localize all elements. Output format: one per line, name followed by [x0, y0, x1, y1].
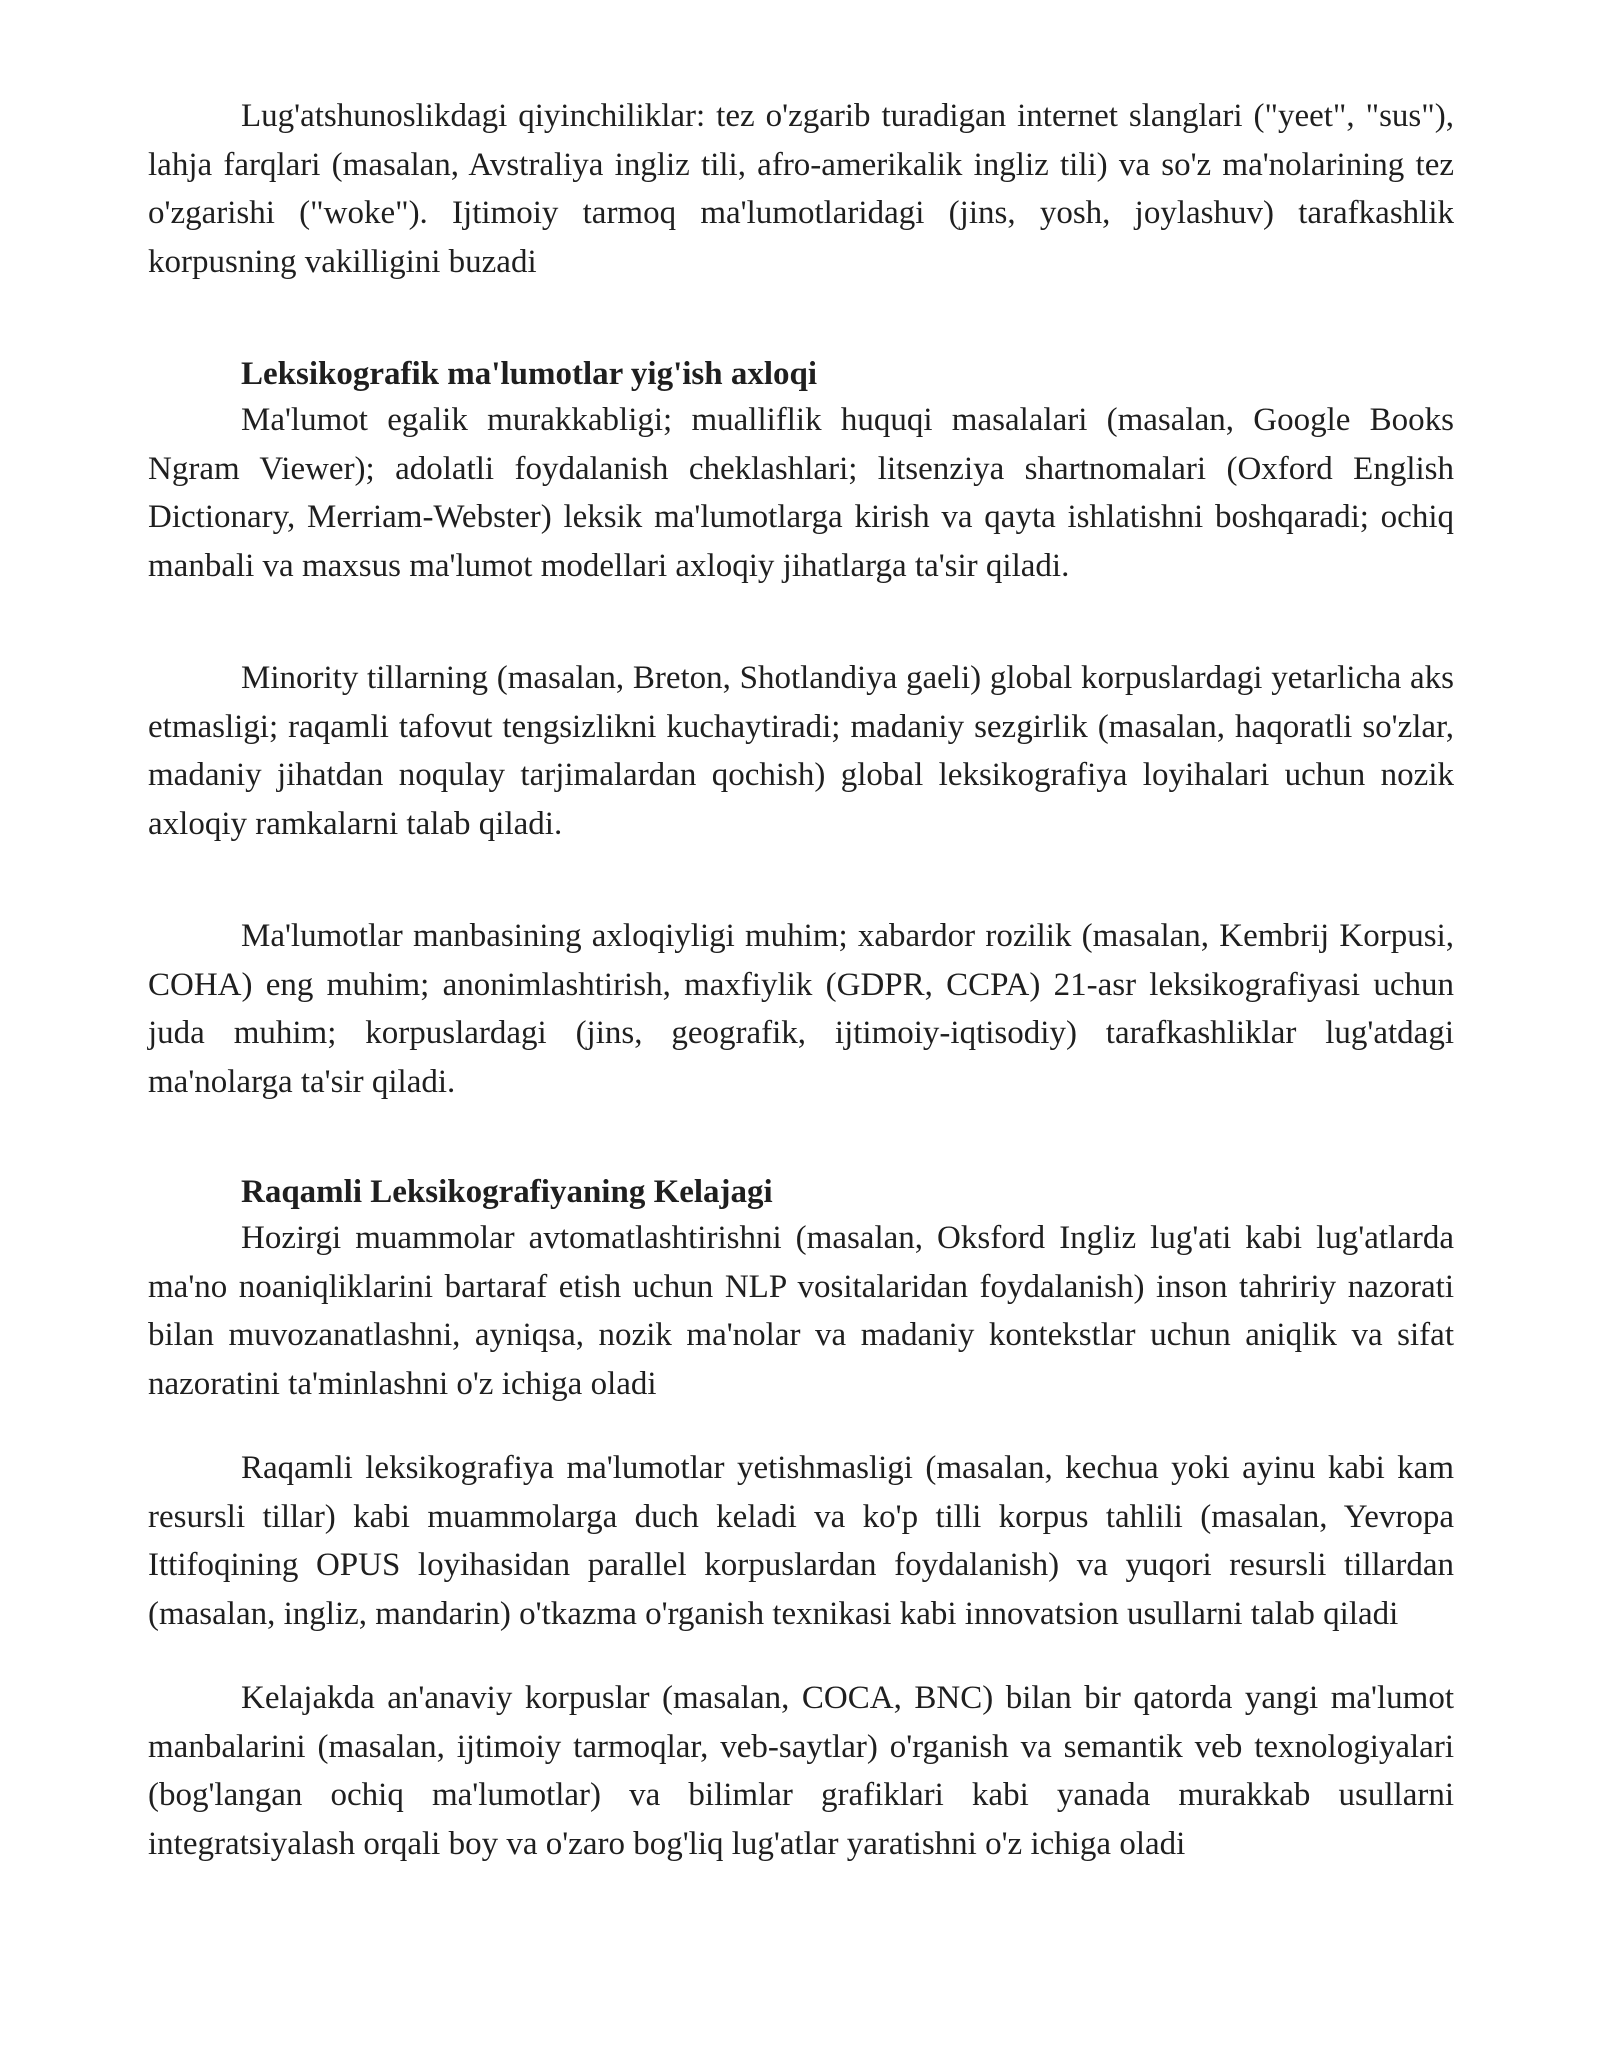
paragraph-spacer — [148, 286, 1454, 352]
paragraph-lexicography-challenges: Lug'atshunoslikdagi qiyinchiliklar: tez o'zgarib turadigan internet slanglari ("yeet", "sus"), lahja farqlari (masalan, Avstraliya ingliz tili, afro-amerikalik ingliz tili) va so'z ma'nolarining tez o'zgarishi ("woke"). Ijtimoiy tarmoq ma'lumotlaridagi (jins, yosh, joylashuv) tarafkashlik korpusning vakilligini buzadi — [148, 98, 1454, 280]
paragraph-data-ownership: Ma'lumot egalik murakkabligi; mualliflik huquqi masalalari (masalan, Google Books Ngram Viewer); adolatli foydalanish cheklashlari; litsenziya shartnomalari (Oxford English Dictionary, Merriam-Webster) leksik ma'lumotlarga kirish va qayta ishlatishni boshqaradi; ochiq manbali va maxsus ma'lumot modellari axloqiy jihatlarga ta'sir qiladi. — [148, 402, 1454, 584]
paragraph-spacer — [148, 1106, 1454, 1170]
paragraph-future-sources: Kelajakda an'anaviy korpuslar (masalan, COCA, BNC) bilan bir qatorda yangi ma'lumot manbalarini (masalan, ijtimoiy tarmoqlar, veb-saytlar) o'rganish va semantik veb texnologiyalari (bog'langan ochiq ma'lumotlar) va bilimlar grafiklari kabi yanada murakkab usullarni integratsiyalash orqali boy va o'zaro bog'liq lug'atlar yaratishni o'z ichiga oladi — [148, 1680, 1454, 1862]
paragraph-spacer — [148, 1638, 1454, 1674]
heading-data-collection-ethics: Leksikografik ma'lumotlar yig'ish axloqi — [241, 356, 818, 392]
paragraph-spacer — [148, 1408, 1454, 1444]
paragraph-spacer — [148, 848, 1454, 912]
paragraph-minority-languages: Minority tillarning (masalan, Breton, Shotlandiya gaeli) global korpuslardagi yetarlicha aks etmasligi; raqamli tafovut tengsizlikni kuchaytiradi; madaniy sezgirlik (masalan, haqoratli so'zlar, madaniy jihatdan noqulay tarjimalardan qochish) global leksikografiya loyihalari uchun nozik axloqiy ramkalarni talab qiladi. — [148, 660, 1454, 842]
paragraph-spacer — [148, 590, 1454, 654]
paragraph-data-scarcity: Raqamli leksikografiya ma'lumotlar yetishmasligi (masalan, kechua yoki ayinu kabi kam resursli tillar) kabi muammolarga duch keladi va ko'p tilli korpus tahlili (masalan, Yevropa Ittifoqining OPUS loyihasidan parallel korpuslardan foydalanish) va yuqori resursli tillardan (masalan, ingliz, mandarin) o'tkazma o'rganish texnikasi kabi innovatsion usullarni talab qiladi — [148, 1450, 1454, 1632]
heading-future-of-digital-lexicography: Raqamli Leksikografiyaning Kelajagi — [241, 1174, 773, 1210]
paragraph-data-source-ethics: Ma'lumotlar manbasining axloqiyligi muhim; xabardor rozilik (masalan, Kembrij Korpusi, COHA) eng muhim; anonimlashtirish, maxfiylik (GDPR, CCPA) 21-asr leksikografiyasi uchun juda muhim; korpuslardagi (jins, geografik, ijtimoiy-iqtisodiy) tarafkashliklar lug'atdagi ma'nolarga ta'sir qiladi. — [148, 918, 1454, 1100]
document-page — [148, 92, 1454, 1868]
paragraph-current-problems: Hozirgi muammolar avtomatlashtirishni (masalan, Oksford Ingliz lug'ati kabi lug'atlarda ma'no noaniqliklarini bartaraf etish uchun NLP vositalaridan foydalanish) inson tahririy nazorati bilan muvozanatlashni, ayniqsa, nozik ma'nolar va madaniy kontekstlar uchun aniqlik va sifat nazoratini ta'minlashni o'z ichiga oladi — [148, 1220, 1454, 1402]
